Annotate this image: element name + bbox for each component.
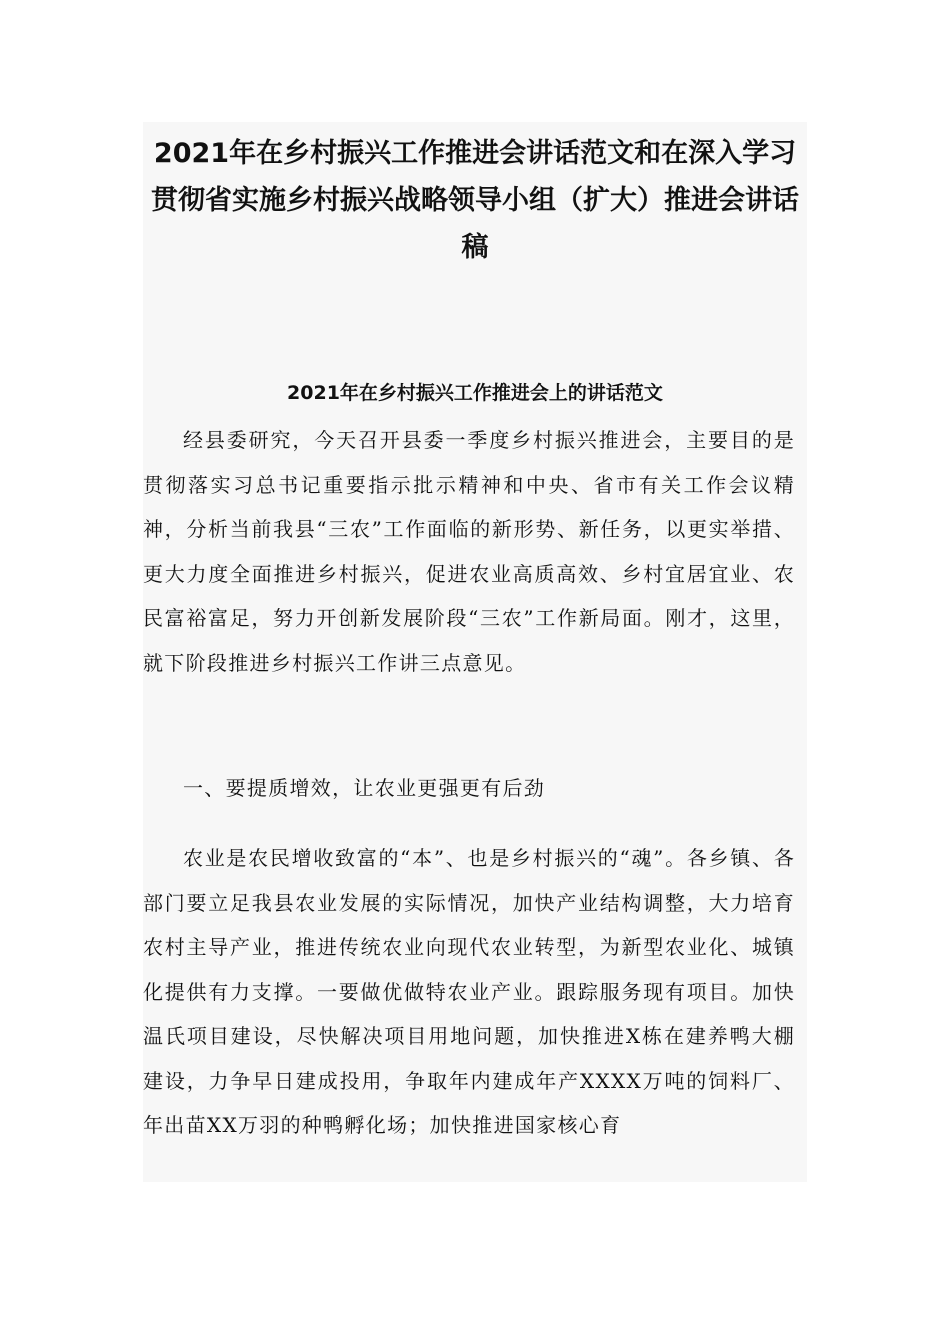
paragraph-intro: 经县委研究，今天召开县委一季度乡村振兴推进会，主要目的是贯彻落实习总书记重要指示批示精神和中央、省市有关工作会议精神，分析当前我县“三农”工作面临的新形势、新任务，以更实举措、更大力度全面推进乡村振兴，促进农业高质高效、乡村宜居宜业、农民富裕富足，努力开创新发展阶段“三农”工作新局面。刚才，这里，就下阶段推进乡村振兴工作讲三点意见。 <box>143 428 795 675</box>
document-title: 2021年在乡村振兴工作推进会讲话范文和在深入学习贯彻省实施乡村振兴战略领导小组（扩大）推进会讲话稿 <box>151 138 799 263</box>
paragraph-body: 农业是农民增收致富的“本”、也是乡村振兴的“魂”。各乡镇、各部门要立足我县农业发展的实际情况，加快产业结构调整，大力培育农村主导产业，推进传统农业向现代农业转型，为新型农业化、城镇化提供有力支撑。一要做优做特农业产业。跟踪服务现有项目。加快温氏项目建设，尽快解决项目用地问题，加快推进X栋在建养鸭大棚建设，力争早日建成投用，争取年内建成年产XXXX万吨的饲料厂、年出苗XX万羽的种鸭孵化场；加快推进国家核心育 <box>143 846 795 1137</box>
section-heading: 2021年在乡村振兴工作推进会上的讲话范文 <box>287 382 663 404</box>
paragraph-subheading: 一、要提质增效，让农业更强更有后劲 <box>183 776 546 800</box>
